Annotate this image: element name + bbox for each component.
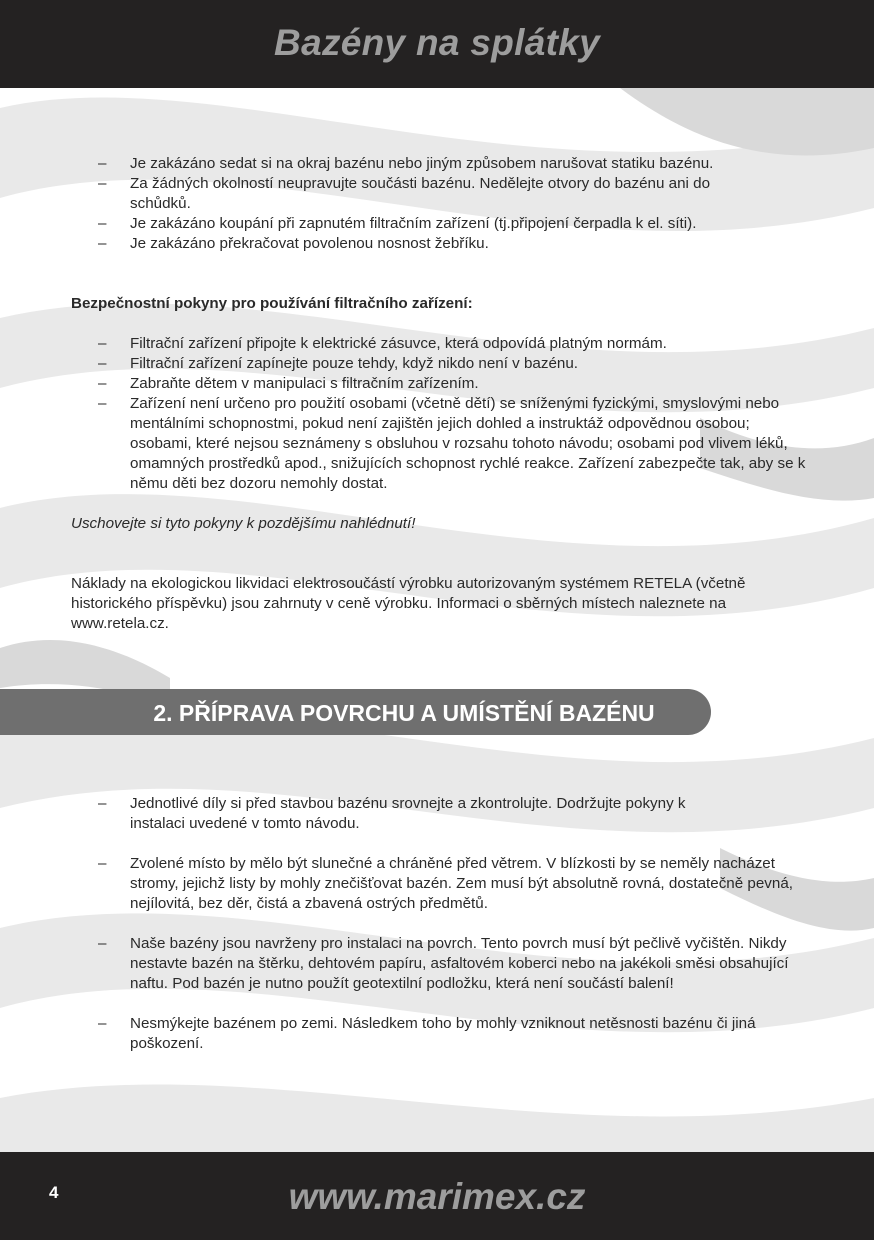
list-item-text: Zařízení není určeno pro použití osobami (včetně dětí) se sníženými fyzickými, smyslovými nebo mentálními schopnostmi, pokud není zajištěn jejich dohled a instruktáž odpovědnou osobou; osobami, které nejsou seznámeny s obsluhou v rozsahu tohoto návodu; osobami pod vlivem léků, omamných prostředků apod., snižujících schopnost rychlé reakce. Zařízení zabezpečte tak, aby se k němu děti bez dozoru nemohly dostat. — [130, 395, 806, 492]
list-item — [0, 334, 874, 354]
bullet-dash: – — [98, 935, 107, 952]
recycling-paragraph: Náklady na ekologickou likvidaci elektrosoučástí výrobku autorizovaným systémem RETELA (včetně historického příspěvku) jsou zahrnuty v ceně výrobku. Informaci o sběrných místech naleznete na www.retela.cz. — [71, 575, 746, 632]
list-item — [0, 934, 874, 994]
bullet-dash: – — [98, 215, 107, 232]
list-item — [0, 854, 874, 914]
bullet-dash: – — [98, 1015, 107, 1032]
list-item — [0, 154, 874, 174]
bullet-dash: – — [98, 175, 107, 192]
list-item — [0, 234, 874, 254]
bullet-dash: – — [98, 335, 107, 352]
bullet-dash: – — [98, 795, 107, 812]
page-footer — [0, 1152, 874, 1240]
page-number: 4 — [49, 1183, 59, 1202]
list-item — [0, 354, 874, 374]
filter-safety-heading: Bezpečnostní pokyny pro používání filtračního zařízení: — [71, 295, 473, 312]
list-item-text: Zvolené místo by mělo být slunečné a chráněné před větrem. V blízkosti by se neměly nacházet stromy, jejichž listy by mohly znečišťovat bazén. Zem musí být absolutně rovná, dostatečně pevná, nejílovitá, bez děr, čistá a zbavená ostrých předmětů. — [130, 855, 793, 912]
list-item-text: Jednotlivé díly si před stavbou bazénu srovnejte a zkontrolujte. Dodržujte pokyny k instalaci uvedené v tomto návodu. — [130, 795, 686, 832]
list-item-text: Filtrační zařízení připojte k elektrické zásuvce, která odpovídá platným normám. — [130, 335, 667, 352]
keep-instructions-note: Uschovejte si tyto pokyny k pozdějšímu nahlédnutí! — [71, 515, 416, 532]
website-url: www.marimex.cz — [288, 1176, 586, 1217]
bullet-dash: – — [98, 395, 107, 412]
section-title: 2. PŘÍPRAVA POVRCHU A UMÍSTĚNÍ BAZÉNU — [153, 700, 655, 726]
list-item-text: Za žádných okolností neupravujte součásti bazénu. Nedělejte otvory do bazénu ani do schůdků. — [130, 175, 711, 212]
filter-safety-list — [0, 334, 874, 494]
list-item-text: Filtrační zařízení zapínejte pouze tehdy, když nikdo není v bazénu. — [130, 355, 579, 372]
bullet-dash: – — [98, 855, 107, 872]
list-item — [0, 374, 874, 394]
list-item — [0, 214, 874, 234]
bullet-dash: – — [98, 155, 107, 172]
list-item — [0, 1014, 874, 1054]
bullet-dash: – — [98, 235, 107, 252]
header-title: Bazény na splátky — [274, 22, 600, 63]
bullet-dash: – — [98, 375, 107, 392]
list-item-text: Zabraňte dětem v manipulaci s filtračním zařízením. — [130, 375, 479, 392]
list-item-text: Je zakázáno překračovat povolenou nosnost žebříku. — [130, 235, 489, 252]
list-item-text: Je zakázáno sedat si na okraj bazénu nebo jiným způsobem narušovat statiku bazénu. — [130, 155, 714, 172]
list-item-text: Nesmýkejte bazénem po zemi. Následkem toho by mohly vzniknout netěsnosti bazénu či jiná poškození. — [130, 1015, 756, 1052]
bullet-dash: – — [98, 355, 107, 372]
section-heading-bar — [0, 689, 711, 735]
list-item — [0, 394, 874, 494]
surface-preparation-list — [0, 794, 874, 1074]
list-item-text: Je zakázáno koupání při zapnutém filtračním zařízení (tj.připojení čerpadla k el. síti). — [130, 215, 697, 232]
list-item — [0, 174, 874, 214]
rules-list — [0, 154, 874, 254]
list-item — [0, 794, 874, 834]
page-header — [0, 0, 874, 88]
list-item-text: Naše bazény jsou navrženy pro instalaci na povrch. Tento povrch musí být pečlivě vyčištěn. Nikdy nestavte bazén na štěrku, dehtovém papíru, asfaltovém koberci nebo na jakékoli směsi obsahující naftu. Pod bazén je nutno použít geotextilní podložku, která není součástí balení! — [130, 935, 789, 992]
